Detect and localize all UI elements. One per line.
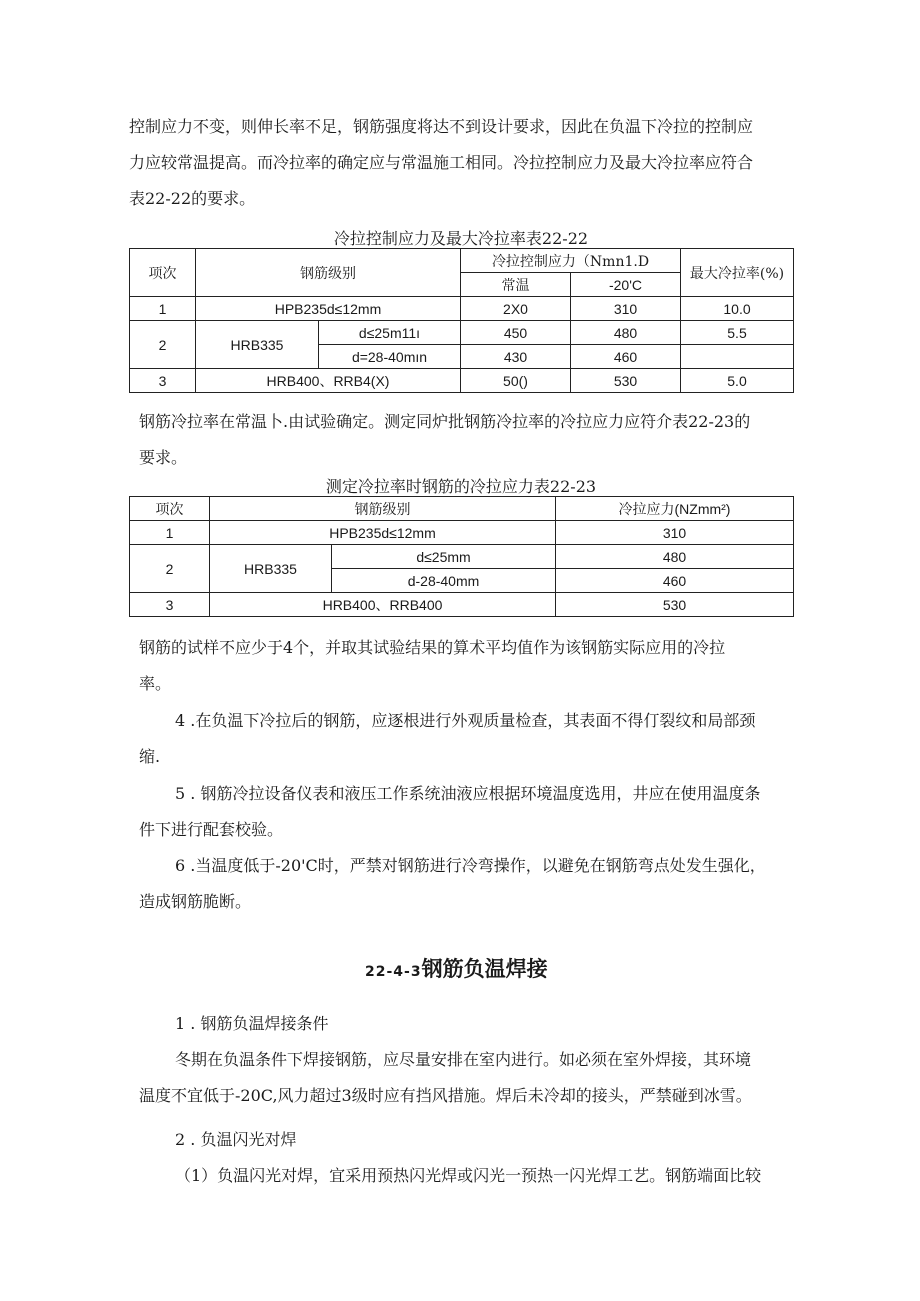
section-number: 22-4-3: [365, 964, 422, 980]
table-22-22: [129, 248, 794, 393]
t1-cell: HPB235d≤12mm: [196, 297, 461, 321]
t1-header-item: 项次: [130, 249, 196, 297]
t2-cell: 2: [130, 545, 210, 593]
t2-cell: HPB235d≤12mm: [210, 521, 556, 545]
t1-cell: 450: [461, 321, 571, 345]
intro-line-2: 力应较常温提高。而冷拉率的确定应与常温施工相同。冷拉控制应力及最大冷拉率应符合: [129, 153, 754, 172]
body-p1-line-2: 率。: [139, 674, 172, 693]
t1-cell: 430: [461, 345, 571, 369]
t1-cell: 3: [130, 369, 196, 393]
t1-cell: 5.5: [681, 321, 794, 345]
body-p5-line-2: 件下进行配套校验。: [139, 820, 284, 839]
t2-header-grade: 钢筋级别: [210, 497, 556, 521]
intro-line-3: 表22-22的要求。: [129, 189, 256, 208]
body-p4-line-1: 4 .在负温下冷拉后的钢筋，应逐根进行外观质量检查，其表面不得仃裂纹和局部颈: [175, 711, 756, 730]
t1-cell: [681, 345, 794, 369]
t2-cell: d-28-40mm: [332, 569, 556, 593]
section-title: 钢筋负温焊接: [421, 957, 548, 981]
t1-cell: HRB400、RRB4(X): [196, 369, 461, 393]
body-p4-line-2: 缩.: [139, 747, 161, 766]
table2-caption: 测定冷拉率时钢筋的冷拉应力表22-23: [325, 477, 597, 496]
table-row: [130, 321, 794, 345]
t1-cell: 2X0: [461, 297, 571, 321]
welding-p1-line-1: 冬期在负温条件下焊接钢筋，应尽量安排在室内进行。如必须在室外焊接，其环境: [175, 1050, 752, 1069]
t2-cell: 310: [556, 521, 794, 545]
table-22-23: [129, 496, 794, 617]
intro-line-1: 控制应力不变，则伸长率不足，钢筋强度将达不到设计要求，因此在负温下冷拉的控制应: [129, 117, 754, 136]
t1-cell: 50(): [461, 369, 571, 393]
table-row: [130, 545, 794, 569]
table-row: [130, 593, 794, 617]
t1-header-max-rate: 最大冷拉率(%): [681, 249, 794, 297]
table-row: [130, 521, 794, 545]
table1-caption: 冷拉控制应力及最大冷拉率表22-22: [333, 229, 589, 248]
welding-heading-1: 1 . 钢筋负温焊接条件: [175, 1014, 329, 1033]
t1-header-grade: 钢筋级别: [196, 249, 461, 297]
t1-cell: HRB335: [196, 321, 319, 369]
t1-cell: d≤25m11ı: [319, 321, 461, 345]
t2-cell: HRB400、RRB400: [210, 593, 556, 617]
t2-header-item: 项次: [130, 497, 210, 521]
t1-cell: 530: [571, 369, 681, 393]
body-p5-line-1: 5 . 钢筋冷拉设备仪表和液压工作系统油液应根据环境温度选用，井应在使用温度条: [175, 784, 761, 803]
t2-header-stress: 冷拉应力(NZmm²): [556, 497, 794, 521]
welding-p2-line-1: （1）负温闪光对焊，宜采用预热闪光焊或闪光一预热一闪光焊工艺。钢筋端面比较: [175, 1166, 762, 1185]
mid-line-1: 钢筋冷拉率在常温卜.由试验确定。测定同炉批钢筋冷拉率的冷拉应力应符介表22-23的: [139, 412, 751, 431]
body-p6-line-1: 6 .当温度低于-20'C时，严禁对钢筋进行冷弯操作，以避免在钢筋弯点处发生强化，: [175, 856, 766, 875]
t1-cell: 10.0: [681, 297, 794, 321]
welding-heading-2: 2 . 负温闪光对焊: [175, 1130, 297, 1149]
t1-cell: 1: [130, 297, 196, 321]
welding-p1-line-2: 温度不宜低于-20C,风力超过3级时应有挡风措施。焊后未冷却的接头，严禁碰到冰雪。: [139, 1086, 752, 1105]
t1-cell: 310: [571, 297, 681, 321]
t2-cell: 3: [130, 593, 210, 617]
t2-cell: HRB335: [210, 545, 332, 593]
t1-cell: 460: [571, 345, 681, 369]
t1-cell: 2: [130, 321, 196, 369]
t1-header-minus20: -20'C: [571, 273, 681, 297]
t1-header-stress: 冷拉控制应力（Nmn1.D: [461, 249, 681, 273]
t1-cell: 5.0: [681, 369, 794, 393]
body-p1-line-1: 钢筋的试样不应少于4个，并取其试验结果的算术平均值作为该钢筋实际应用的冷拉: [139, 638, 726, 657]
t2-cell: 1: [130, 521, 210, 545]
t1-cell: 480: [571, 321, 681, 345]
t1-header-normal: 常温: [461, 273, 571, 297]
t2-cell: 460: [556, 569, 794, 593]
t2-cell: 480: [556, 545, 794, 569]
table-row: [130, 369, 794, 393]
t2-cell: 530: [556, 593, 794, 617]
body-p6-line-2: 造成钢筋脆断。: [139, 892, 252, 911]
t1-cell: d=28-40mın: [319, 345, 461, 369]
mid-line-2: 要求。: [139, 448, 188, 467]
t2-cell: d≤25mm: [332, 545, 556, 569]
section-heading: [365, 956, 548, 985]
table-row: [130, 297, 794, 321]
